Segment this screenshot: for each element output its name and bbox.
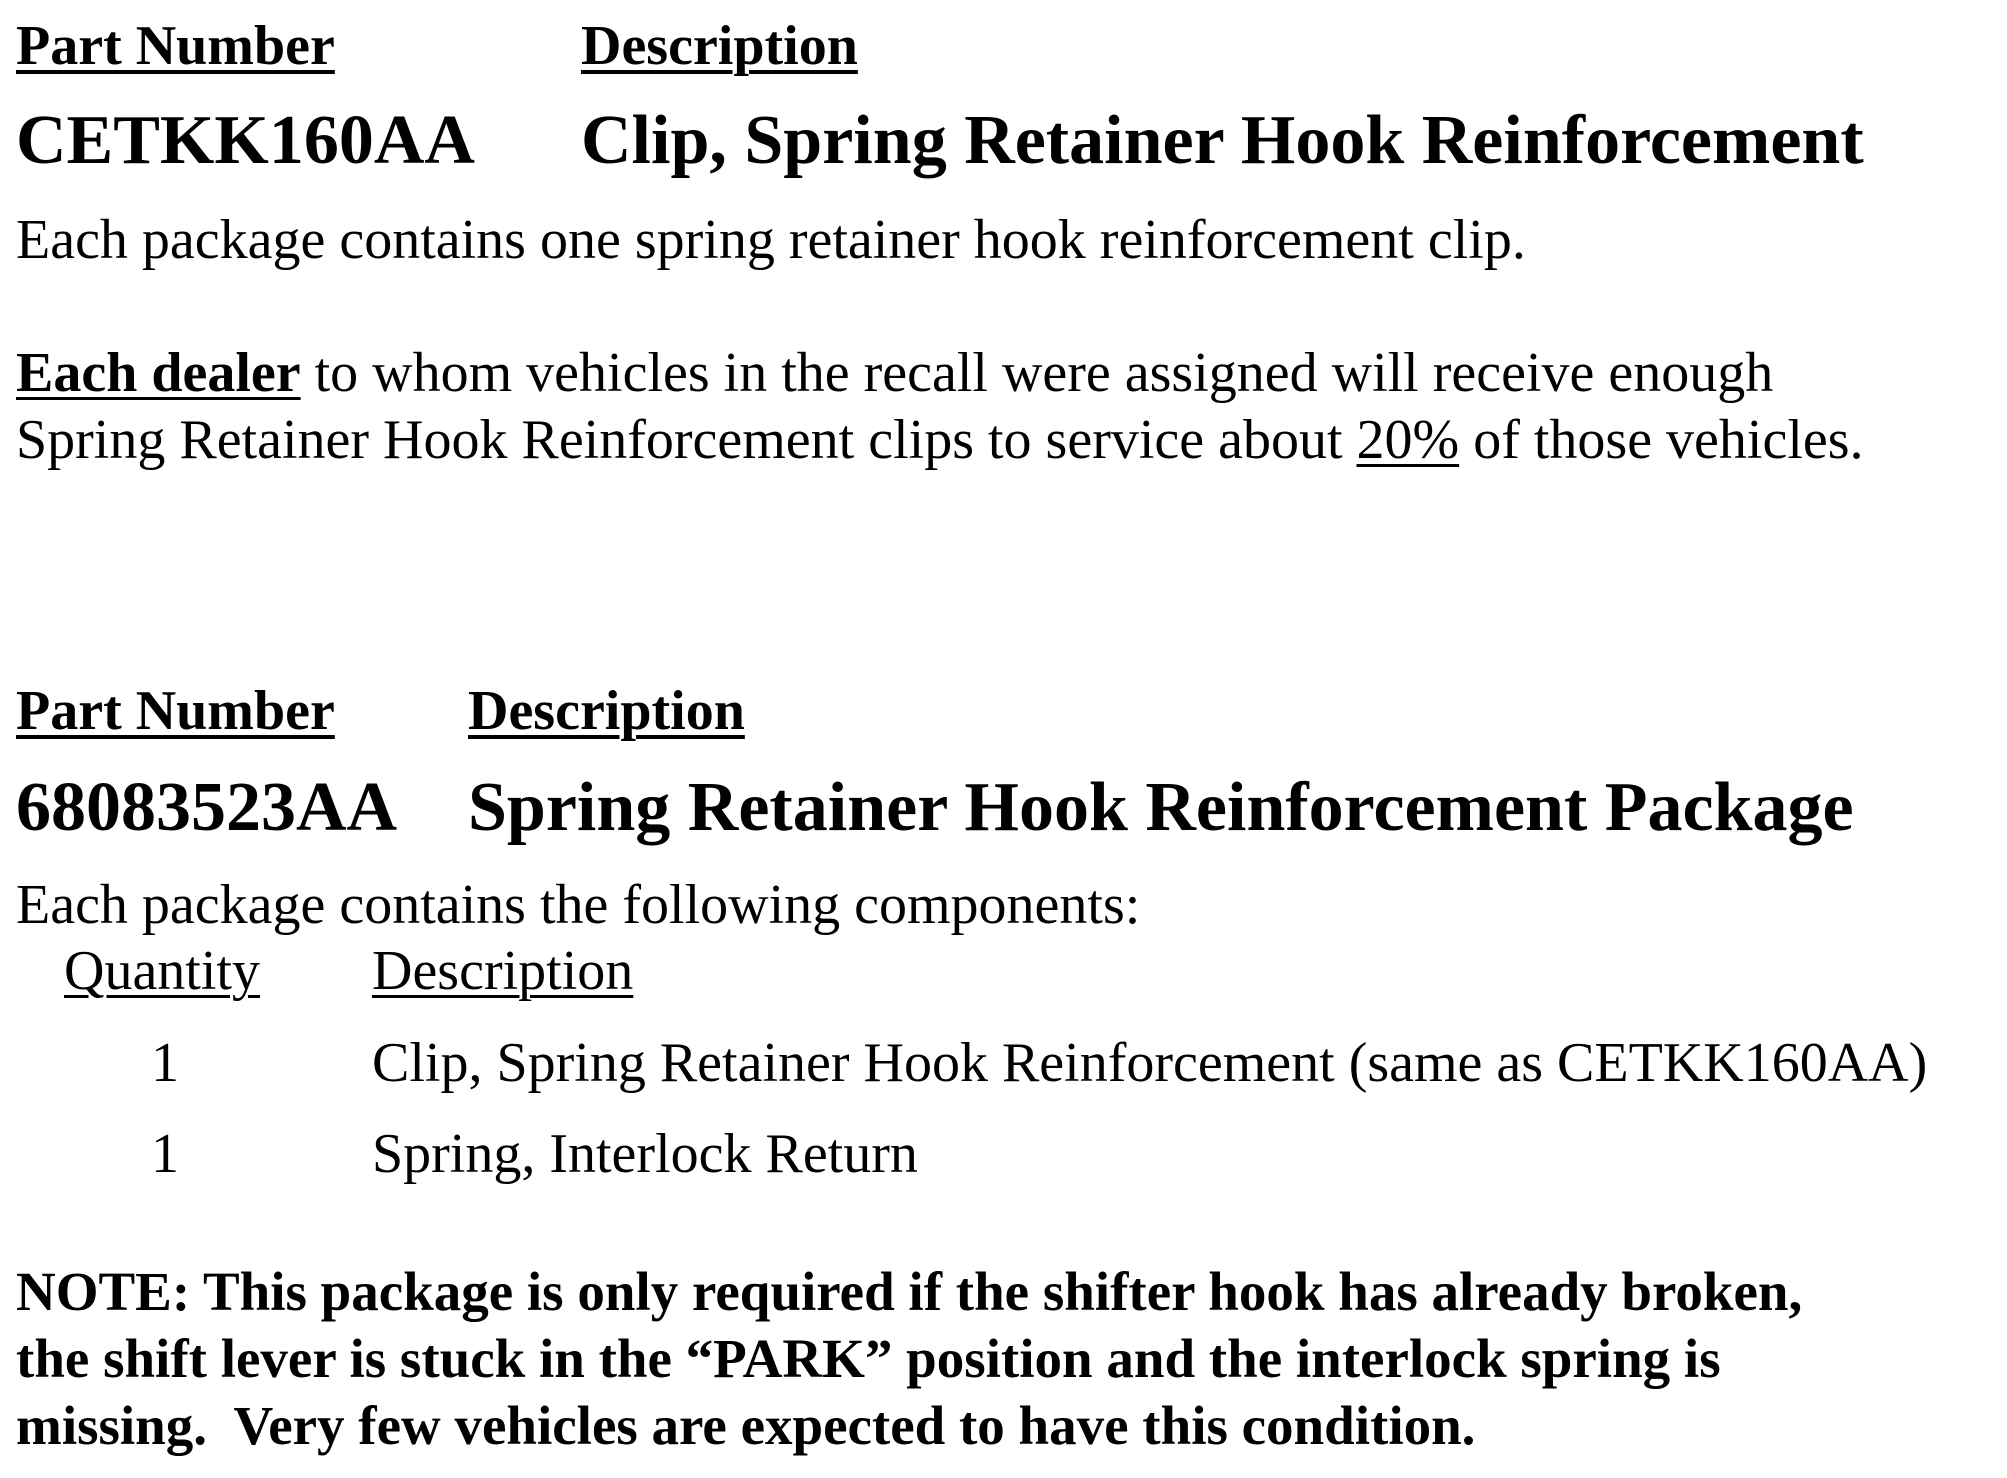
note-line1: NOTE: This package is only required if the shifter hook has already broken, [16, 1261, 1803, 1322]
dealer-line2-after: of those vehicles. [1459, 409, 1864, 471]
part-number: 68083523AA [16, 769, 398, 846]
package-contents: Each package contains one spring retainer hook reinforcement clip. [16, 209, 1526, 271]
package-contents: Each package contains the following components: [16, 874, 1141, 936]
component-quantity: 1 [151, 1123, 179, 1185]
dealer-line2-before: Spring Retainer Hook Reinforcement clips to service about [16, 409, 1357, 471]
part-description: Clip, Spring Retainer Hook Reinforcement [581, 102, 1864, 179]
component-description: Spring, Interlock Return [372, 1123, 918, 1185]
part-number: CETKK160AA [16, 102, 475, 179]
dealer-emphasis: Each dealer [16, 342, 301, 404]
dealer-note-line1 [16, 342, 1774, 404]
note-line3: missing. Very few vehicles are expected to have this condition. [16, 1395, 1476, 1456]
part-number-header: Part Number [16, 15, 335, 77]
dealer-line1-rest: to whom vehicles in the recall were assigned will receive enough [300, 342, 1774, 404]
part-description: Spring Retainer Hook Reinforcement Package [468, 769, 1854, 846]
dealer-note-line2 [16, 409, 1864, 471]
description-header: Description [468, 680, 745, 742]
components-description-header: Description [372, 940, 634, 1002]
component-quantity: 1 [151, 1032, 179, 1094]
components-quantity-header: Quantity [64, 940, 260, 1002]
component-description: Clip, Spring Retainer Hook Reinforcement (same as CETKK160AA) [372, 1032, 1928, 1094]
part-number-header: Part Number [16, 680, 335, 742]
description-header: Description [581, 15, 858, 77]
dealer-percent: 20% [1356, 409, 1460, 471]
note-line2: the shift lever is stuck in the “PARK” position and the interlock spring is [16, 1328, 1721, 1389]
